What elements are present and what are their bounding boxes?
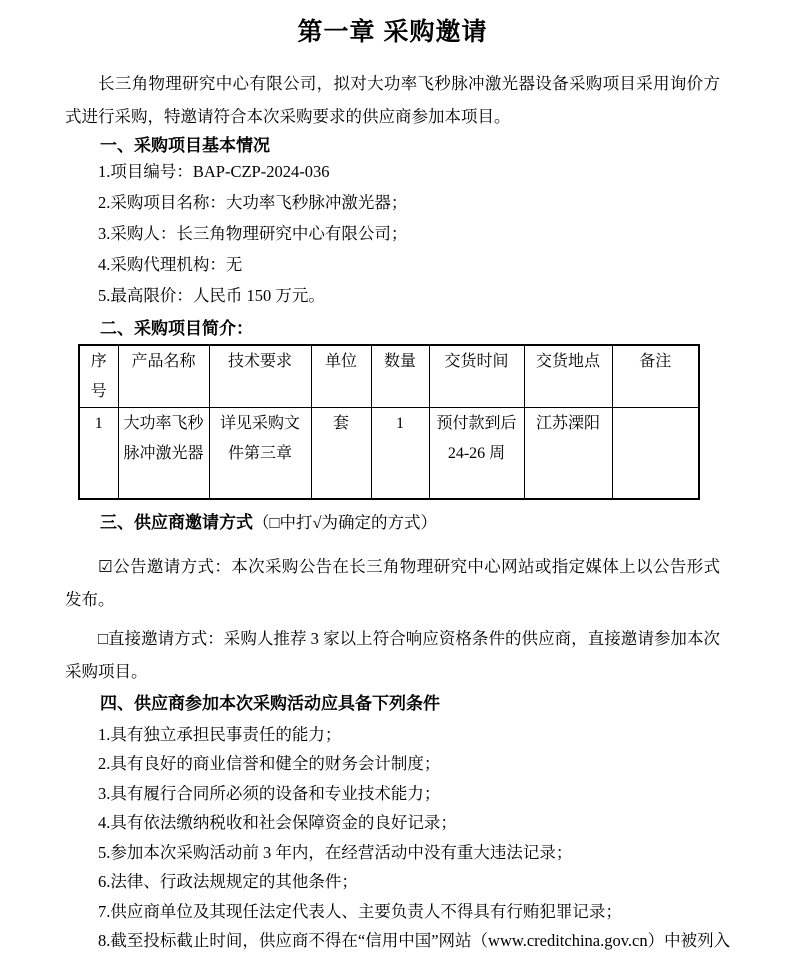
- cell-seq: 1: [79, 408, 118, 499]
- list-item: 4.采购代理机构：无: [98, 255, 243, 274]
- list-item: 2.具有良好的商业信誉和健全的财务会计制度；: [98, 754, 441, 773]
- cell-delivery-time: 预付款到后24-26 周: [429, 408, 524, 499]
- list-item: 5.参加本次采购活动前 3 年内，在经营活动中没有重大违法记录；: [98, 842, 573, 862]
- section3-heading-text: 三、供应商邀请方式: [100, 512, 253, 532]
- col-header-unit: 单位: [311, 345, 371, 408]
- list-item: 2.采购项目名称：大功率飞秒脉冲激光器；: [98, 193, 408, 212]
- invite-option-direct: □直接邀请方式：采购人推荐 3 家以上符合响应资格条件的供应商，直接邀请参加本次采购项目。: [65, 628, 720, 681]
- procurement-items-table: [78, 344, 700, 500]
- list-item: 7.供应商单位及其现任法定代表人、主要负责人不得具有行贿犯罪记录；: [98, 901, 622, 921]
- cell-product: 大功率飞秒脉冲激光器: [118, 408, 209, 499]
- page-title: 第一章 采购邀请: [297, 18, 488, 46]
- section3-heading: [100, 512, 720, 533]
- list-item: 5.最高限价：人民币 150 万元。: [98, 286, 325, 305]
- col-header-delivery-place: 交货地点: [524, 345, 612, 408]
- col-header-tech: 技术要求: [209, 345, 311, 408]
- list-item: 8.截至投标截止时间，供应商不得在“信用中国”网站（www.creditchina.gov.cn）中被列入: [98, 931, 731, 950]
- list-item: 6.法律、行政法规规定的其他条件；: [98, 872, 358, 891]
- cell-qty: 1: [371, 408, 429, 499]
- list-item: 4.具有依法缴纳税收和社会保障资金的良好记录；: [98, 813, 457, 832]
- list-item: 1.具有独立承担民事责任的能力；: [98, 724, 342, 744]
- col-header-delivery-time: 交货时间: [429, 345, 524, 408]
- col-header-seq: 序号: [79, 345, 118, 408]
- col-header-product: 产品名称: [118, 345, 209, 408]
- section3-heading-note: （□中打√为确定的方式）: [253, 512, 438, 532]
- col-header-remark: 备注: [612, 345, 699, 408]
- cell-unit: 套: [311, 408, 371, 499]
- cell-delivery-place: 江苏溧阳: [524, 408, 612, 499]
- table-row: [79, 408, 699, 499]
- cell-remark: [612, 408, 699, 499]
- table-header-row: [79, 345, 699, 408]
- list-item: 3.采购人：长三角物理研究中心有限公司；: [98, 224, 408, 243]
- section4-list: [65, 720, 731, 956]
- list-item: 1.项目编号：BAP-CZP-2024-036: [98, 162, 330, 181]
- invite-option-announcement: ☑公告邀请方式：本次采购公告在长三角物理研究中心网站或指定媒体上以公告形式发布。: [65, 556, 720, 609]
- cell-tech: 详见采购文件第三章: [209, 408, 311, 499]
- section2-heading: 二、采购项目简介：: [100, 319, 253, 338]
- col-header-qty: 数量: [371, 345, 429, 408]
- list-item: 3.具有履行合同所必须的设备和专业技术能力；: [98, 783, 441, 803]
- section1-heading: 一、采购项目基本情况: [100, 136, 270, 155]
- section4-heading: 四、供应商参加本次采购活动应具备下列条件: [100, 693, 440, 713]
- intro-paragraph: 长三角物理研究中心有限公司，拟对大功率飞秒脉冲激光器设备采购项目采用询价方式进行采购，特邀请符合本次采购要求的供应商参加本项目。: [65, 74, 720, 126]
- section1-list: [65, 156, 720, 311]
